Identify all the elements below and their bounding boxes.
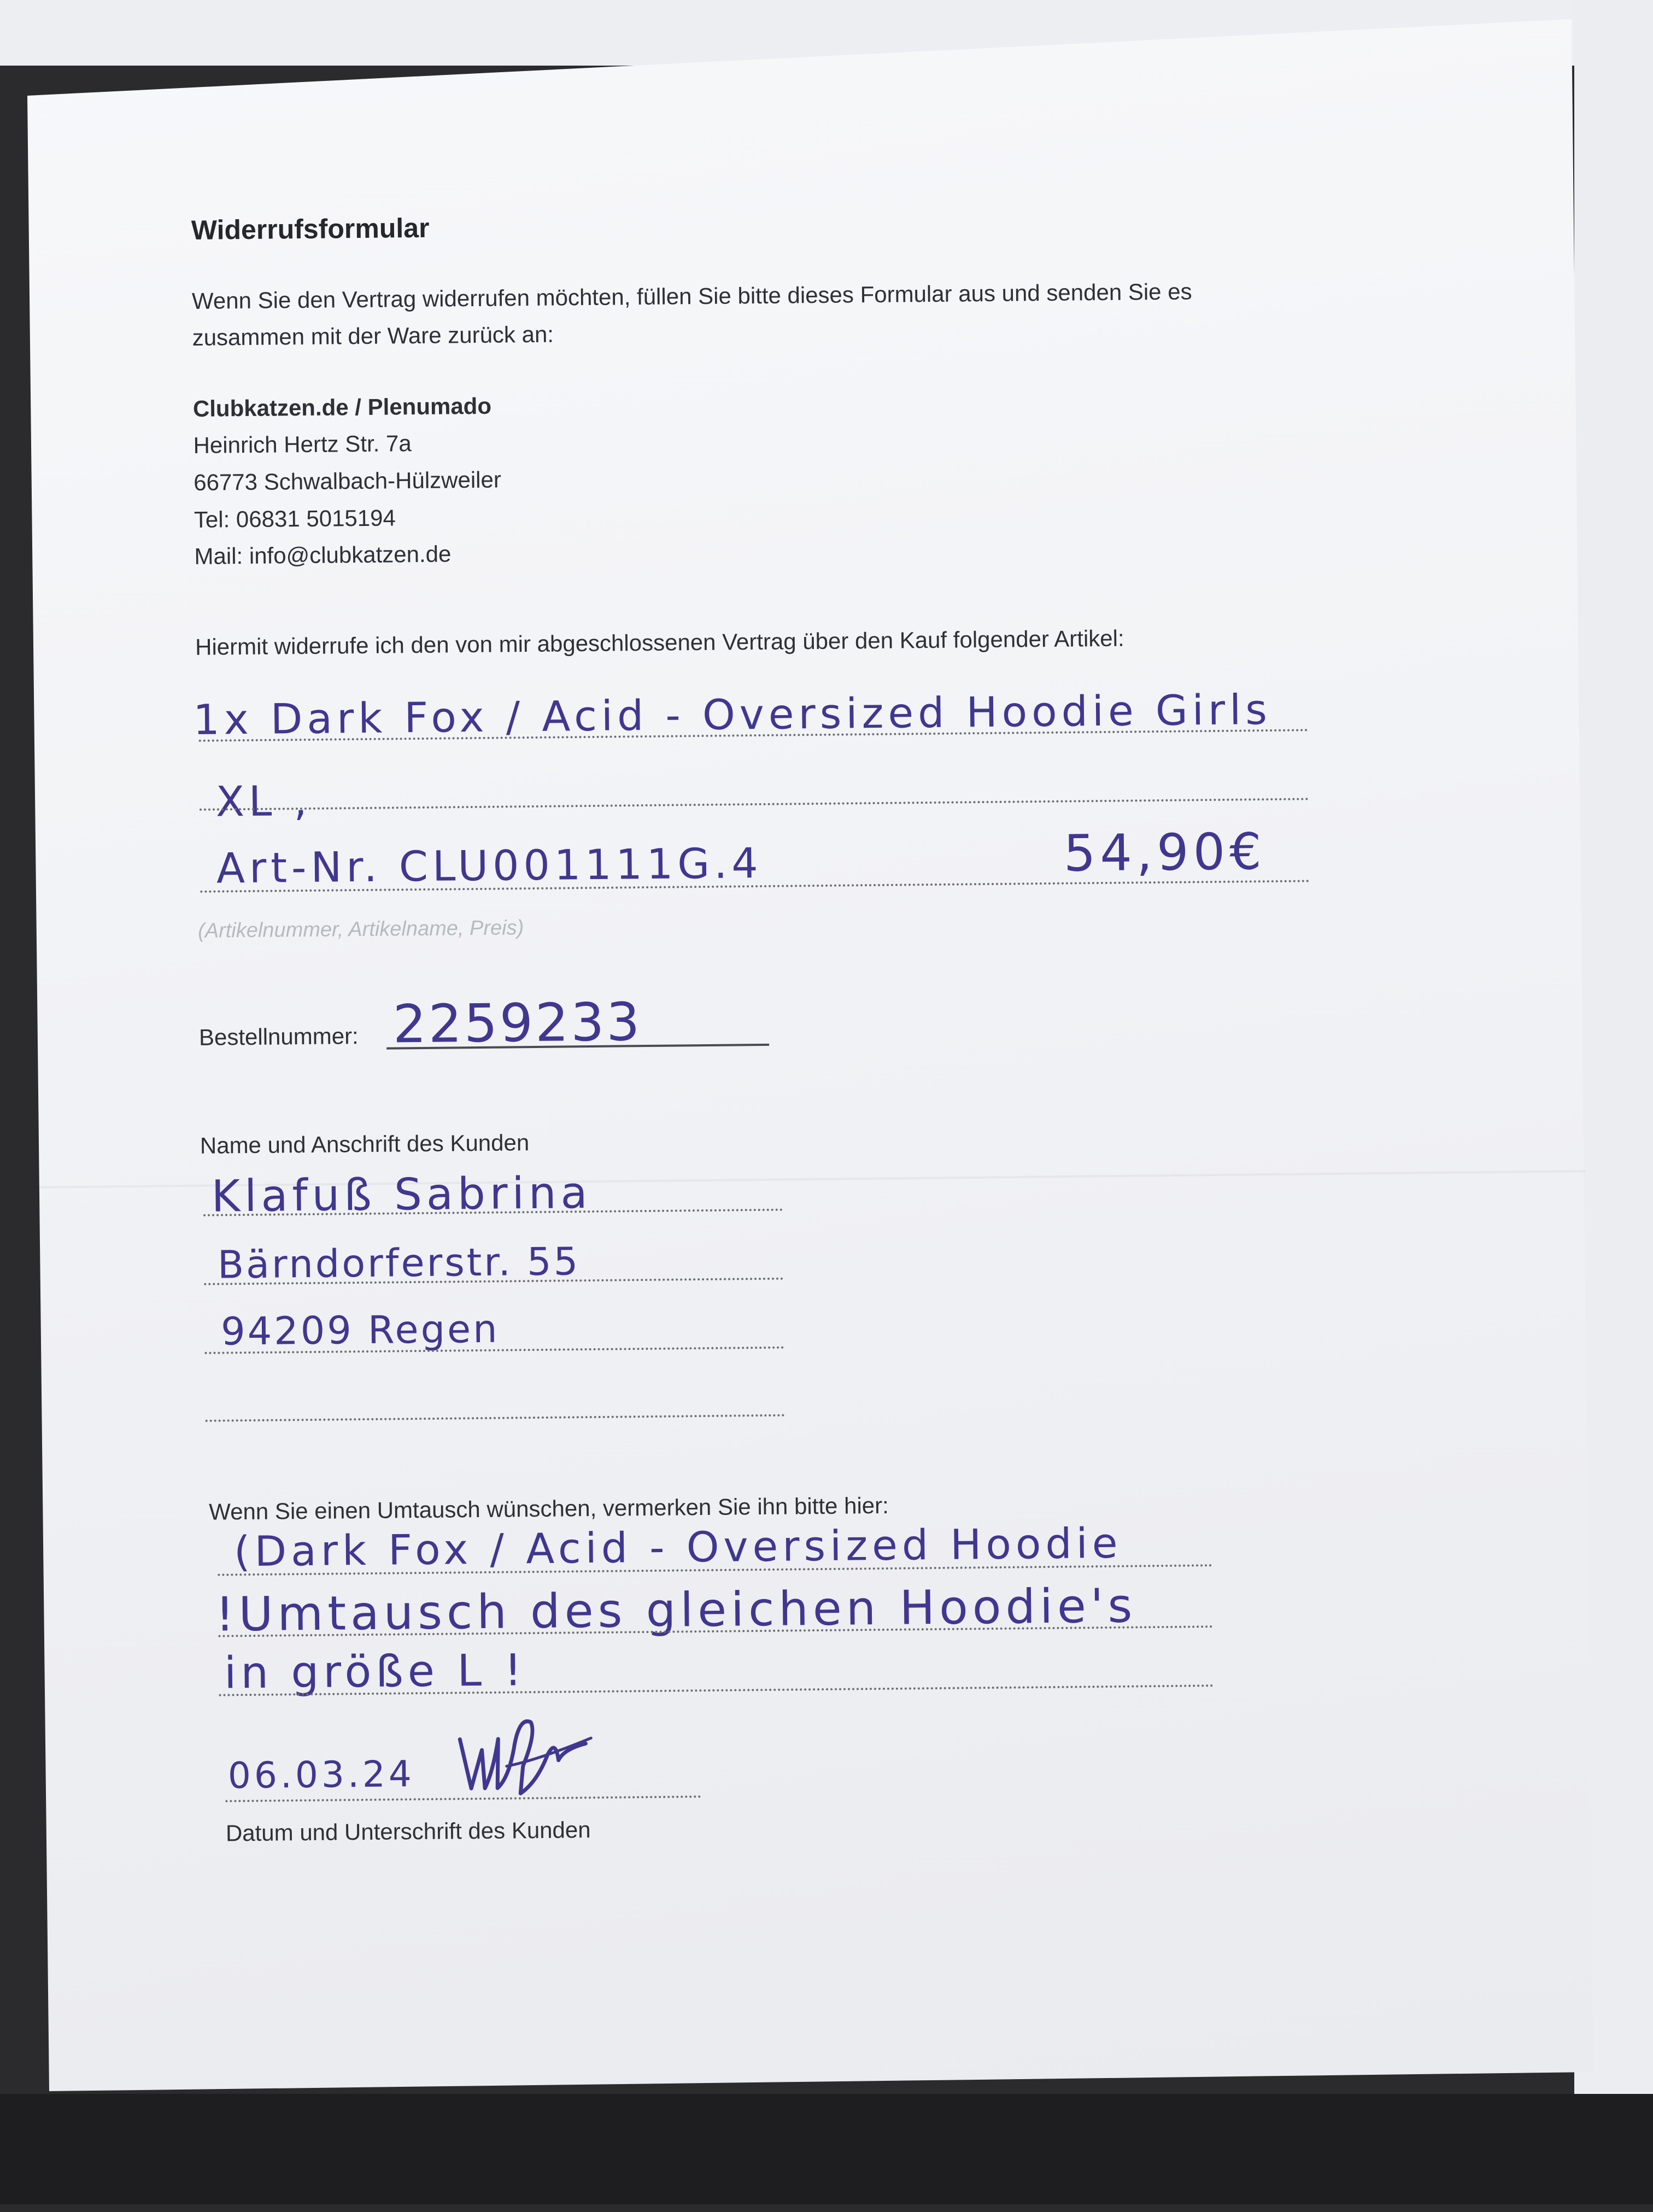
signature-label: Datum und Unterschrift des Kunden — [225, 1817, 591, 1846]
form-title: Widerrufsformular — [191, 212, 430, 245]
signature-date: 06.03.24 — [227, 1753, 415, 1797]
article-line-2: XL , — [215, 776, 312, 826]
company-street: Heinrich Hertz Str. 7a — [193, 430, 412, 458]
company-name: Clubkatzen.de / Plenumado — [192, 393, 492, 422]
article-dotted-line-2 — [200, 798, 1309, 810]
intro-line-1: Wenn Sie den Vertrag widerrufen möchten, füllen Sie bitte dieses Formular aus und senden Sie es — [191, 278, 1192, 314]
exchange-line-1: (Dark Fox / Acid - Oversized Hoodie — [233, 1518, 1122, 1576]
customer-label: Name und Anschrift des Kunden — [200, 1130, 530, 1158]
customer-name: Klafuß Sabrina — [211, 1167, 592, 1222]
intro-line-2: zusammen mit der Ware zurück an: — [192, 321, 554, 350]
article-line-3: Art-Nr. CLU001111G.4 — [216, 838, 763, 893]
exchange-label: Wenn Sie einen Umtausch wünschen, vermerken Sie ihn bitte hier: — [209, 1492, 889, 1525]
order-number-value: 2259233 — [392, 991, 642, 1055]
article-line-1: 1x Dark Fox / Acid - Oversized Hoodie Girls — [192, 685, 1272, 744]
company-mail: Mail: info@clubkatzen.de — [194, 541, 452, 569]
handwritten-signature — [454, 1705, 597, 1799]
customer-street: Bärndorferstr. 55 — [217, 1239, 581, 1288]
company-phone: Tel: 06831 5015194 — [194, 505, 396, 532]
order-number-label: Bestellnummer: — [198, 1023, 359, 1050]
exchange-line-2: !Umtausch des gleichen Hoodie's — [215, 1578, 1137, 1642]
article-price: 54,90€ — [1063, 822, 1267, 883]
customer-dotted-line-4 — [206, 1414, 785, 1422]
articles-hint: (Artikelnummer, Artikelname, Preis) — [197, 916, 524, 943]
company-city: 66773 Schwalbach-Hülzweiler — [193, 466, 502, 495]
exchange-line-3: in größe L ! — [224, 1645, 526, 1699]
articles-label: Hiermit widerrufe ich den von mir abgeschlossenen Vertrag über den Kauf folgender Artikel: — [195, 625, 1124, 660]
customer-city: 94209 Regen — [220, 1306, 500, 1354]
